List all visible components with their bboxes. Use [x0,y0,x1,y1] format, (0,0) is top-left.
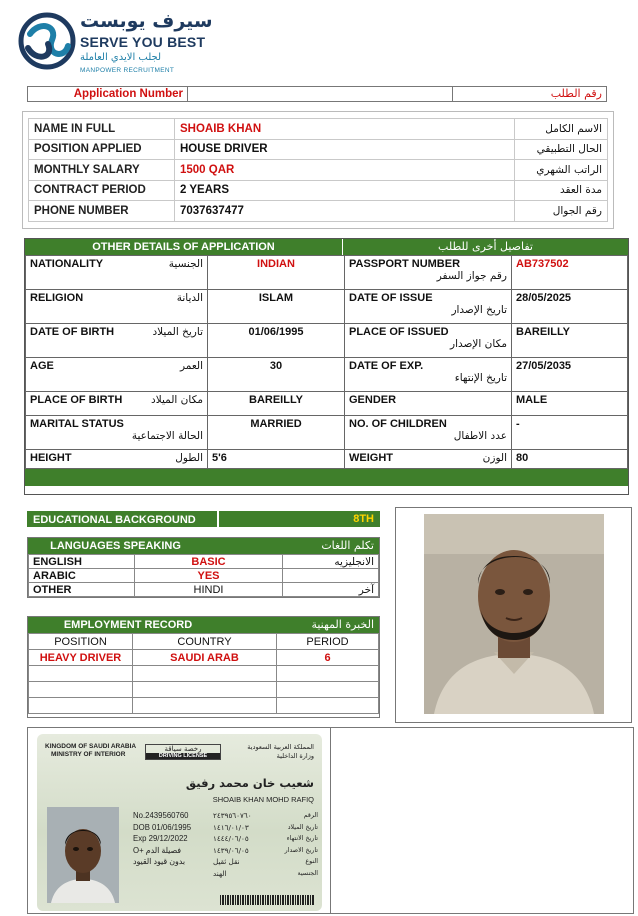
employment-country [133,698,277,714]
license-name-en: SHOAIB KHAN MOHD RAFIQ [212,795,314,804]
other-details-row [26,324,628,358]
personal-info-key: PHONE NUMBER [29,201,175,222]
application-number-value [188,87,453,101]
license-detail-value-ar: الهند [213,868,227,878]
employment-header: EMPLOYMENT RECORD [63,619,193,631]
language-row [29,583,379,597]
other-details-section [24,238,629,495]
license-detail-en [133,868,213,880]
license-detail-value-ar: ١٤٤٤/٠٦/٠٥ [213,834,249,843]
license-detail-row [133,845,318,857]
language-name-ar: الانجليزيه [283,555,379,569]
logo-english-sub: MANPOWER RECRUITMENT [80,67,175,74]
license-divider [330,728,331,913]
other-details-row [26,392,628,416]
employment-country [133,682,277,698]
personal-info-key: MONTHLY SALARY [29,160,175,181]
personal-info-key-ar: الراتب الشهري [515,160,608,181]
license-detail-value-ar: ١٤٣٩/٠٦/٠٥ [213,845,249,855]
language-name: OTHER [29,583,135,597]
personal-info-key-ar: الاسم الكامل [515,119,608,140]
other-details-footer-bar [25,469,628,486]
logo-arabic-sub: لجلب الايدي العاملة [80,52,162,63]
other-left-key: RELIGION [30,292,84,304]
other-right-key-ar: الوزن [482,452,507,464]
employment-position: HEAVY DRIVER [29,650,133,666]
other-right-key-ar: تاريخ الإنتهاء [454,372,507,384]
license-detail-value-ar: نقل ثقيل [213,857,240,866]
personal-info-value: HOUSE DRIVER [175,139,515,160]
employment-period [277,666,379,682]
personal-info-row [29,160,608,181]
driving-license-card [37,734,322,911]
other-details-row [26,416,628,450]
license-detail-row [133,856,318,868]
education-row [27,511,380,527]
personal-info-row [29,119,608,140]
personal-info-value: SHOAIB KHAN [175,119,515,140]
license-ministry-ar: وزارة الداخلية [276,752,314,760]
employment-country: SAUDI ARAB [133,650,277,666]
employment-position [29,698,133,714]
other-right-key: NO. OF CHILDREN [349,418,447,430]
license-detail-label-ar: النوع [305,858,318,865]
employment-period: 6 [277,650,379,666]
other-left-value: 01/06/1995 [208,324,345,358]
other-right-key: WEIGHT [349,452,393,464]
employment-period [277,698,379,714]
other-right-value: 28/05/2025 [512,290,628,324]
other-right-value: BAREILLY [512,324,628,358]
languages-header: LANGUAGES SPEAKING [50,540,181,552]
other-right-value: AB737502 [512,256,628,290]
applicant-photo [424,514,604,714]
license-ministry: MINISTRY OF INTERIOR [51,751,126,758]
license-kingdom-ar: المملكة العربية السعودية [247,743,314,751]
other-right-key: DATE OF ISSUE [349,292,433,304]
personal-info-value: 2 YEARS [175,180,515,201]
other-right-key-ar: مكان الإصدار [450,338,507,350]
license-title-en: DRIVING LICENSE [146,753,220,759]
other-left-key: NATIONALITY [30,258,104,270]
other-right-key-ar: رقم جواز السفر [436,270,507,282]
license-name-ar: شعيب خان محمد رفيق [185,776,314,790]
column-header-country: COUNTRY [133,634,277,650]
other-right-value: 27/05/2035 [512,358,628,392]
other-left-key: HEIGHT [30,452,72,464]
other-right-key-ar: تاريخ الإصدار [451,304,507,316]
personal-info-key: NAME IN FULL [29,119,175,140]
other-left-value: 5'6 [208,450,345,469]
other-left-key: AGE [30,360,54,372]
languages-table [27,537,380,598]
employment-header-ar: الخبرة المهنية [311,618,374,631]
column-header-position: POSITION [29,634,133,650]
application-number-row [27,86,607,102]
personal-info-row [29,180,608,201]
language-row [29,555,379,569]
other-right-key: PASSPORT NUMBER [349,258,461,270]
other-left-value: 30 [208,358,345,392]
employment-position [29,666,133,682]
personal-info-key: CONTRACT PERIOD [29,180,175,201]
license-detail-row [133,822,318,834]
language-row [29,569,379,583]
other-right-key: DATE OF EXP. [349,360,424,372]
language-name-ar [283,569,379,583]
other-left-key-ar: الجنسية [168,258,203,270]
other-details-header: OTHER DETAILS OF APPLICATION [25,239,343,255]
other-left-key-ar: الديانة [176,292,203,304]
license-detail-label-ar: الرقم [303,812,318,819]
languages-header-ar: تكلم اللغات [321,539,374,552]
other-details-row [26,256,628,290]
personal-info-key-ar: مدة العقد [515,180,608,201]
license-detail-en: بدون قيود القيود [133,857,186,866]
license-title-ar: رخصة سياقة [164,745,202,753]
employment-position [29,682,133,698]
license-detail-en: O+ فصيلة الدم [133,845,182,855]
language-name: ENGLISH [29,555,135,569]
license-detail-en: Exp 29/12/2022 [133,834,188,843]
license-detail-row [133,833,318,845]
other-left-value: INDIAN [208,256,345,290]
license-detail-label-ar: تاريخ الميلاد [287,823,318,831]
license-kingdom-ar-block [247,743,314,761]
other-right-key: GENDER [349,394,397,406]
personal-info-key-ar: الحال التطبيقي [515,139,608,160]
other-right-value: - [512,416,628,450]
employment-record-table [27,616,380,718]
application-number-label: Application Number [28,87,188,101]
employment-period [277,682,379,698]
license-detail-label-ar: الجنسية [297,869,318,877]
other-right-value: 80 [512,450,628,469]
license-barcode [220,895,315,905]
other-left-key: PLACE OF BIRTH [30,394,123,406]
license-photo [47,807,119,903]
other-left-value: ISLAM [208,290,345,324]
license-detail-row [133,810,318,822]
license-detail-label-ar: تاريخ الانتهاء [286,835,318,842]
language-level: BASIC [135,555,283,569]
driving-license-section [27,727,634,914]
employment-country [133,666,277,682]
other-right-key: PLACE OF ISSUED [349,326,449,338]
other-details-header-ar: تفاصيل أخرى للطلب [438,240,533,253]
license-detail-value-ar: ٢٤٣٩٥٦٠٧٦٠ [213,811,252,820]
employment-row [29,682,379,698]
other-left-value: BAREILLY [208,392,345,416]
applicant-photo-frame [395,507,632,723]
license-detail-row [133,868,318,880]
employment-row [29,666,379,682]
other-left-key-ar: الحالة الاجتماعية [131,430,203,442]
license-detail-value-ar: ١٤١٦/٠١/٠٣ [213,822,249,832]
personal-info-table [22,111,614,229]
personal-info-row [29,139,608,160]
logo-arabic: سيرف يوبست [80,10,213,32]
personal-info-value: 1500 QAR [175,160,515,181]
employment-row [29,698,379,714]
license-title-box [145,744,221,760]
personal-info-key-ar: رقم الجوال [515,201,608,222]
personal-info-value: 7037637477 [175,201,515,222]
logo-mark-icon [18,12,76,70]
logo-english: SERVE YOU BEST [80,34,206,50]
employment-row [29,650,379,666]
other-right-key-ar: عدد الاطفال [453,430,507,442]
other-left-key-ar: مكان الميلاد [151,394,203,406]
license-detail-en: No.2439560760 [133,811,189,820]
other-details-row [26,290,628,324]
license-kingdom: KINGDOM OF SAUDI ARABIA [45,743,137,750]
language-level: HINDI [135,583,283,597]
other-left-key: MARITAL STATUS [30,418,124,430]
other-left-key-ar: تاريخ الميلاد [152,326,203,338]
company-logo [18,8,218,78]
other-left-key: DATE OF BIRTH [30,326,115,338]
license-detail-en: DOB 01/06/1995 [133,822,192,832]
license-details [133,810,318,879]
column-header-period: PERIOD [277,634,379,650]
other-right-value: MALE [512,392,628,416]
license-detail-label-ar: تاريخ الاصدار [284,846,318,854]
other-left-key-ar: العمر [179,360,203,372]
personal-info-key: POSITION APPLIED [29,139,175,160]
other-left-key-ar: الطول [175,452,203,464]
application-number-label-ar: رقم الطلب [550,87,602,100]
other-details-row [26,358,628,392]
other-left-value: MARRIED [208,416,345,450]
language-name: ARABIC [29,569,135,583]
language-level: YES [135,569,283,583]
other-details-row [26,450,628,469]
education-value: 8TH [217,511,380,527]
language-name-ar: آخر [283,583,379,597]
education-label: EDUCATIONAL BACKGROUND [27,511,217,527]
personal-info-row [29,201,608,222]
